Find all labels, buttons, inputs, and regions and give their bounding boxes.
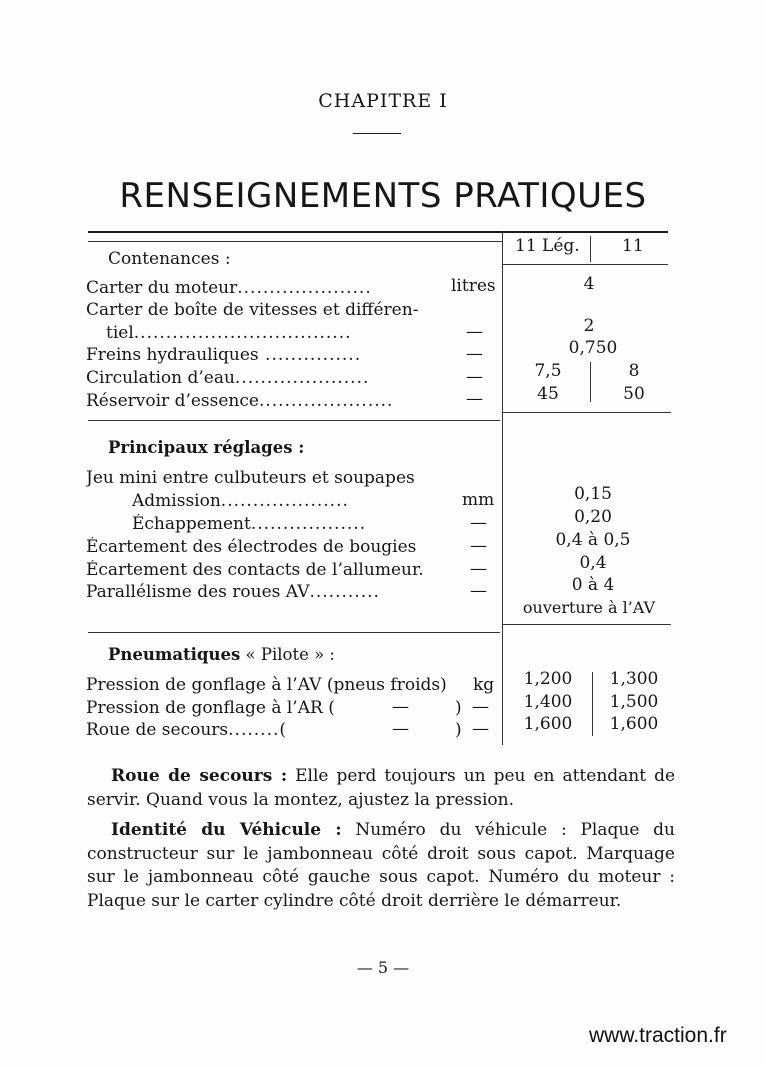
- table-row: Réservoir d’essence.....................: [86, 391, 394, 411]
- value-cell-11-leg: 1,400: [523, 692, 573, 712]
- value-cell: 0,4: [579, 553, 607, 573]
- value-cell-11: 8: [628, 361, 640, 381]
- table-row: Circulation d’eau.....................: [86, 368, 370, 388]
- unit-label: —: [472, 719, 489, 739]
- unit-label: —: [470, 536, 487, 556]
- chapter-divider: [353, 133, 401, 134]
- table-row: Carter de boîte de vitesses et différen-: [86, 300, 419, 320]
- section-rule: [88, 632, 500, 633]
- unit-label: —: [470, 513, 487, 533]
- table-row: Pression de gonflage à l’AR (: [86, 698, 335, 718]
- unit-label: —: [472, 697, 489, 717]
- table-row: tiel..................................: [106, 323, 352, 343]
- value-cell: 0 à 4: [571, 575, 615, 595]
- table-row: Jeu mini entre culbuteurs et soupapes: [86, 468, 415, 488]
- value-cell-11: 1,600: [609, 714, 659, 734]
- unit-label: —: [466, 367, 483, 387]
- section-heading-pneumatiques: Pneumatiques « Pilote » :: [108, 645, 335, 664]
- table-row: Écartement des contacts de l’allumeur.: [86, 560, 424, 580]
- value-cell: 0,750: [568, 338, 618, 358]
- value-cell: 0,4 à 0,5: [555, 530, 631, 550]
- value-cell-note: ouverture à l’AV: [522, 598, 656, 617]
- values-underline: [503, 624, 671, 625]
- page-title: RENSEIGNEMENTS PRATIQUES: [119, 176, 647, 216]
- unit-label: mm: [462, 490, 495, 510]
- unit-label: —: [466, 322, 483, 342]
- ditto-mark: —: [392, 719, 409, 739]
- table-row: Admission....................: [132, 491, 349, 511]
- unit-label: —: [466, 344, 483, 364]
- header-underline: [503, 264, 668, 265]
- website-footer[interactable]: www.traction.fr: [589, 1024, 727, 1047]
- table-row: Carter du moteur.....................: [86, 278, 372, 298]
- ditto-mark: —: [392, 697, 409, 717]
- value-cell-11-leg: 1,600: [523, 714, 573, 734]
- unit-label: litres: [451, 276, 496, 296]
- value-cell-11-leg: 45: [537, 384, 559, 404]
- chapter-heading: CHAPITRE I: [318, 90, 448, 112]
- unit-label: —: [470, 559, 487, 579]
- value-cell: 0,15: [574, 484, 612, 504]
- table-row: Pression de gonflage à l’AV (pneus froids): [86, 675, 447, 695]
- values-underline: [503, 412, 671, 413]
- table-row: Parallélisme des roues AV...........: [86, 582, 380, 602]
- paragraph-roue-de-secours: Roue de secours : Elle perd toujours un peu en attendant de servir. Quand vous la montez, ajustez la pression.: [87, 766, 676, 810]
- value-cell: 0,20: [574, 507, 612, 527]
- value-cell-11: 1,300: [609, 669, 659, 689]
- value-cell-11: 50: [623, 384, 645, 404]
- value-cell-11-leg: 7,5: [534, 361, 562, 381]
- value-cell: 4: [583, 274, 595, 294]
- table-row: Échappement..................: [132, 514, 367, 534]
- value-cell-11-leg: 1,200: [523, 669, 573, 689]
- unit-label: —: [466, 389, 483, 409]
- unit-label: —: [470, 581, 487, 601]
- paragraph-identite-vehicule: Identité du Véhicule : Numéro du véhicule : Plaque du constructeur sur le jambonneau côté droit sous capot. Marquage sur le jambonneau côté gauche sous capot. Numéro du moteur : Plaque sur le carter cylindre côté droit derrière le démarreur.: [87, 820, 675, 911]
- section-heading-reglages: Principaux réglages :: [108, 438, 305, 457]
- header-subdivider: [590, 236, 591, 262]
- section-heading-contenances: Contenances :: [108, 249, 231, 269]
- column-header-11: 11: [622, 236, 644, 256]
- closing-paren: ): [455, 698, 462, 718]
- left-header-underline: [88, 241, 502, 242]
- value-cell: 2: [583, 316, 595, 336]
- table-top-rule: [88, 231, 668, 233]
- value-cell-11: 1,500: [609, 692, 659, 712]
- value-subdivider: [590, 362, 591, 402]
- unit-label: kg: [473, 675, 495, 695]
- closing-paren: ): [455, 720, 462, 740]
- table-row: Roue de secours........(: [86, 720, 288, 740]
- page-number: — 5 —: [356, 958, 410, 977]
- value-subdivider: [592, 672, 593, 736]
- column-header-11-leg: 11 Lég.: [515, 236, 580, 256]
- section-rule: [88, 420, 500, 421]
- table-row: Freins hydrauliques ...............: [86, 345, 362, 365]
- table-row: Écartement des électrodes de bougies: [86, 537, 417, 557]
